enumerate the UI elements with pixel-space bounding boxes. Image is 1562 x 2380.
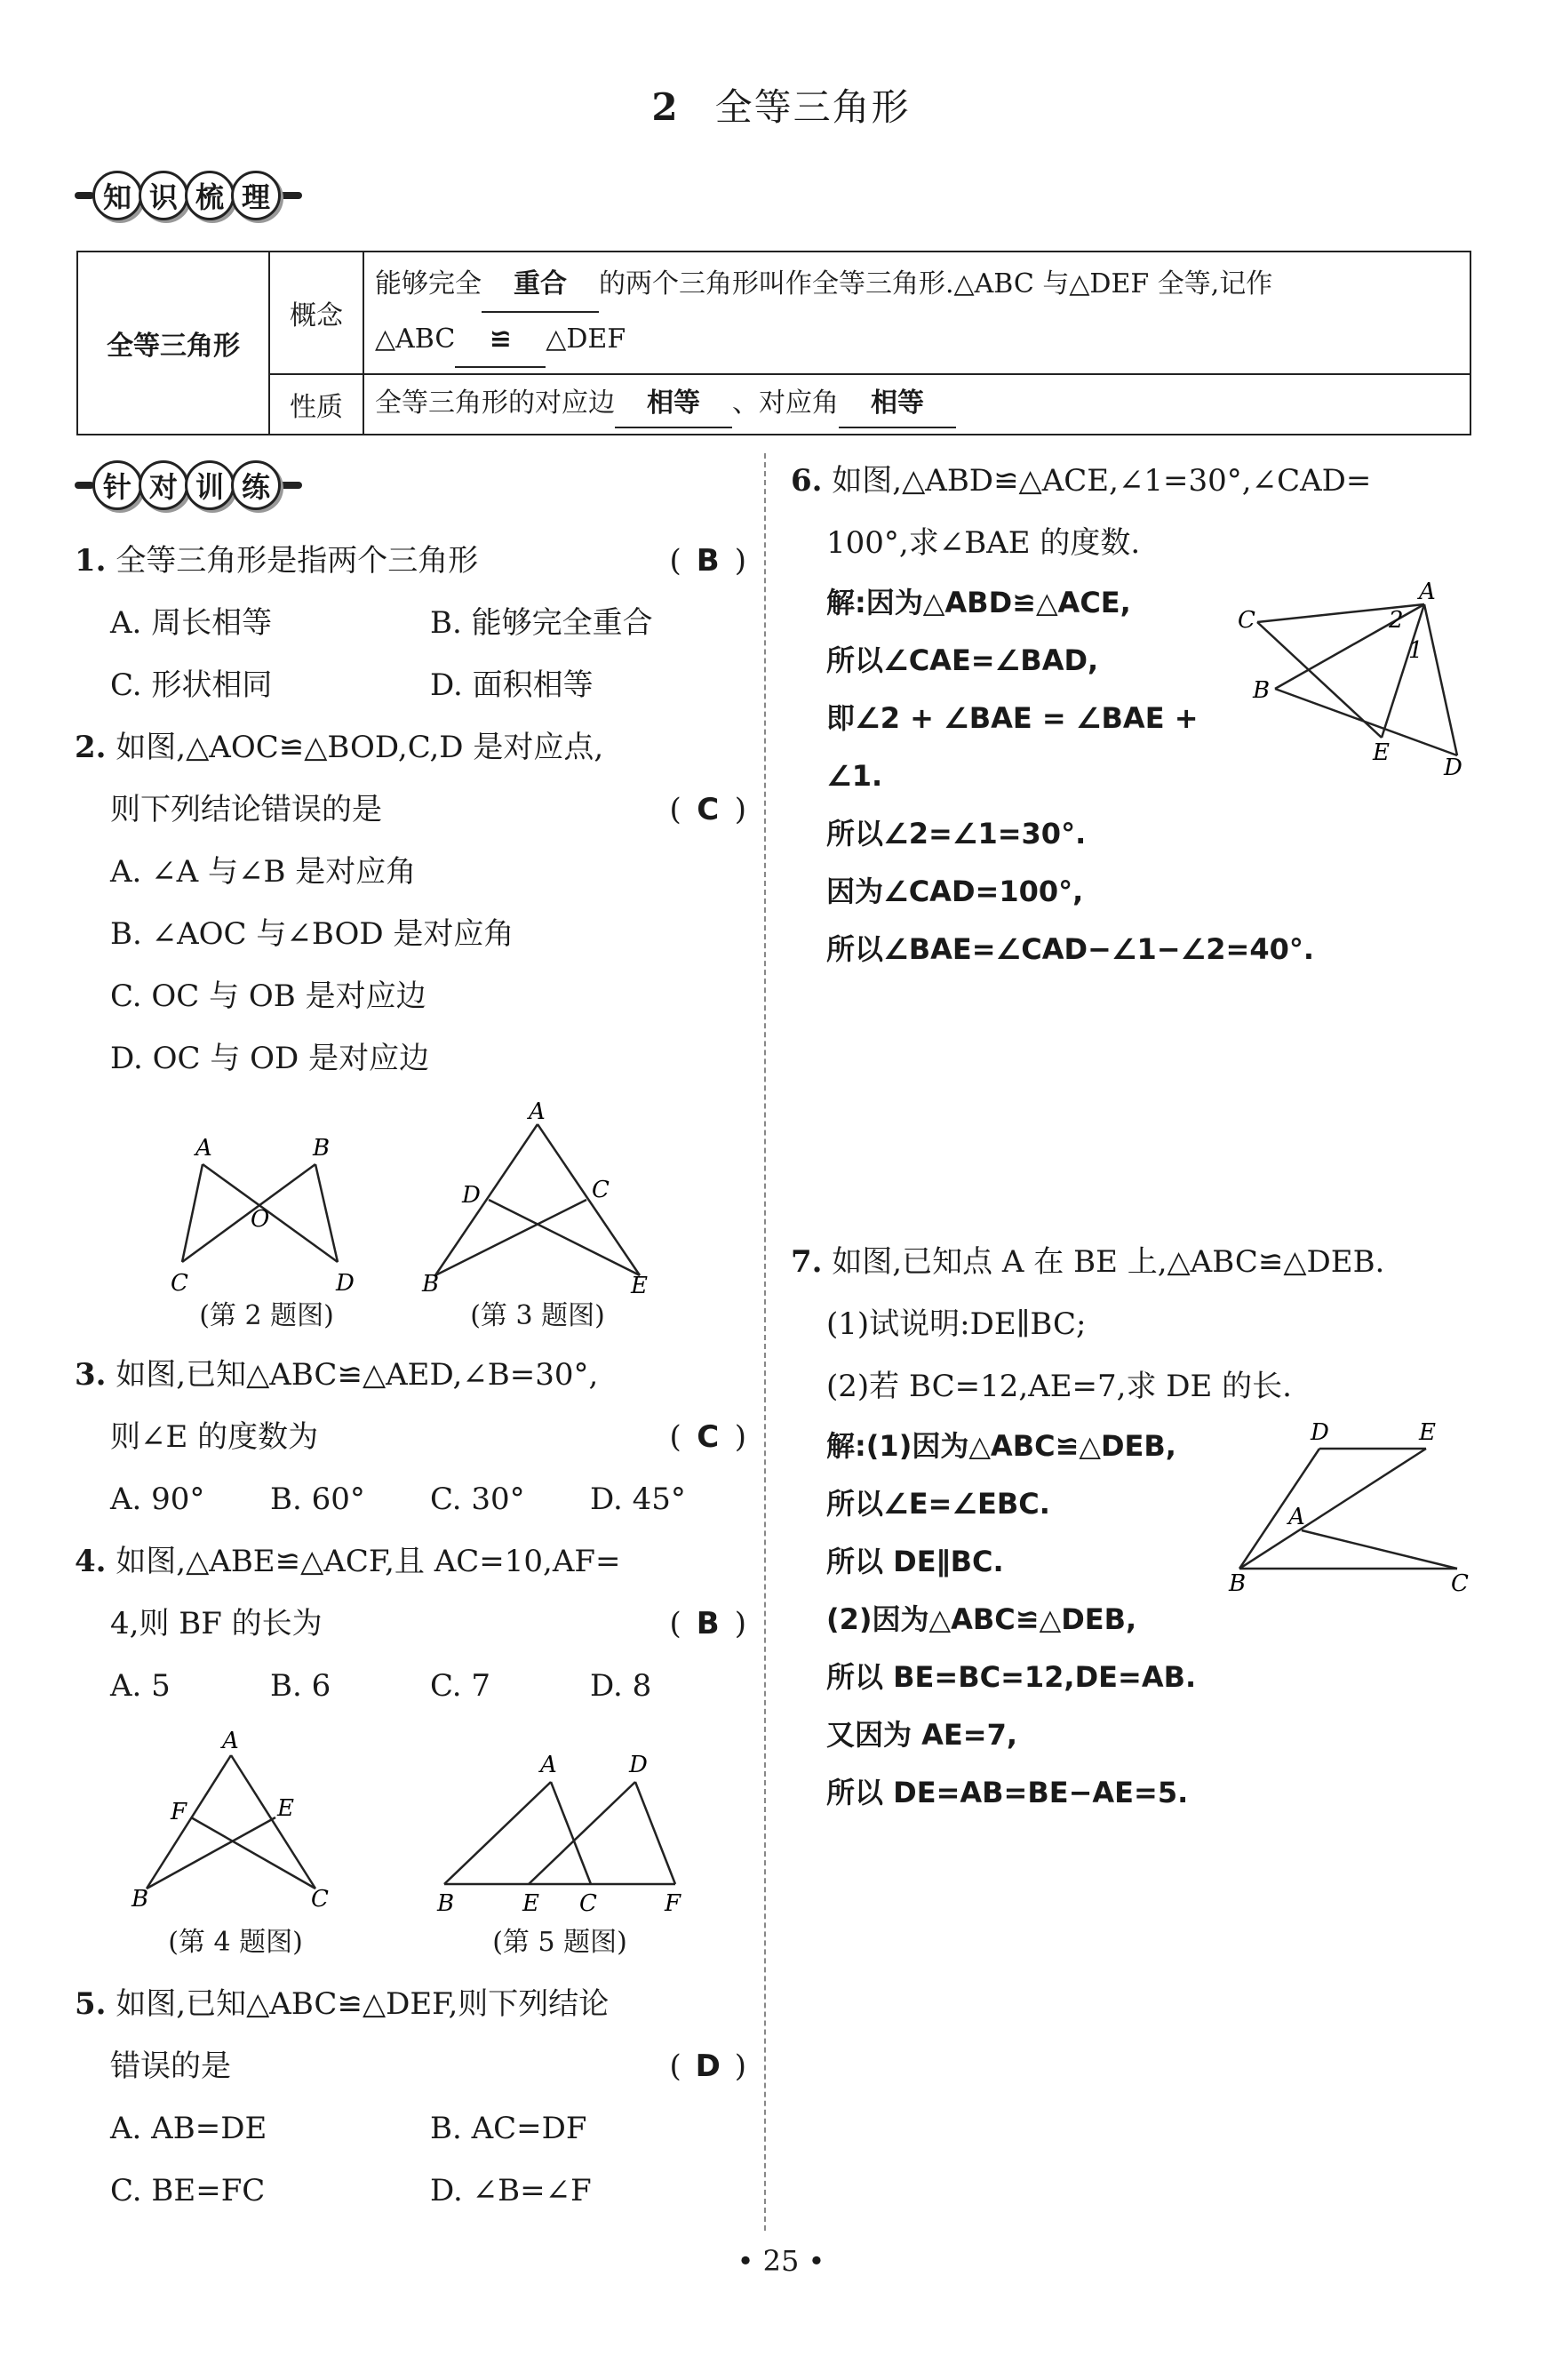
option: D. OC 与 OD 是对应边 (110, 1041, 430, 1076)
fig2-edge (182, 1164, 203, 1262)
option: D. ∠B=∠F (430, 2173, 592, 2208)
q4-options (75, 1655, 746, 1717)
solution-line: 又因为 AE=7, (826, 1718, 1018, 1752)
figure-3-caption: (第 3 题图) (470, 1300, 605, 1331)
fig2-label-c: C (171, 1270, 188, 1297)
option: D. 面积相等 (430, 667, 594, 703)
figure-2-caption: (第 2 题图) (199, 1300, 334, 1331)
fig2-label-d: D (336, 1270, 355, 1297)
option: D. 45° (590, 1482, 686, 1517)
concept-cell (363, 252, 1470, 374)
figure-4-caption: (第 4 题图) (168, 1927, 303, 1958)
page-title (0, 78, 1562, 132)
option: A. AB=DE (110, 2111, 267, 2146)
question-number: 1. (75, 543, 107, 579)
fig7-edge (1239, 1449, 1319, 1569)
q2-options (75, 841, 746, 1090)
fig3-label-d: D (462, 1182, 481, 1209)
option: C. 30° (430, 1482, 525, 1517)
figure-5 (426, 1742, 693, 1915)
property-cell (363, 374, 1470, 435)
option: B. 能够完全重合 (430, 605, 653, 641)
fig4-edge (147, 1755, 231, 1889)
fig2-label-o: O (251, 1206, 270, 1233)
question-5 (75, 1973, 746, 2035)
solution-line: 解:(1)因为△ABC≌△DEB, (826, 1429, 1176, 1463)
badge-char: 知 (92, 171, 142, 220)
option: B. ∠AOC 与∠BOD 是对应角 (110, 916, 514, 952)
answer-bracket: ( B ) (669, 1593, 746, 1655)
question-4-line2 (75, 1593, 746, 1655)
fig4-edge (231, 1755, 315, 1889)
solution-line: 所以∠CAE=∠BAD, (826, 643, 1099, 677)
fig3-label-e: E (631, 1273, 648, 1298)
left-column-bottom (75, 1973, 746, 2222)
answer-bracket: ( B ) (669, 530, 746, 592)
fig5-edge (529, 1782, 635, 1884)
fig7-label-d: D (1311, 1419, 1329, 1446)
fig7-label-a: A (1288, 1504, 1305, 1530)
fig3-label-c: C (592, 1177, 610, 1203)
fig3-label-a: A (529, 1098, 546, 1125)
solution-line: 所以∠BAE=∠CAD−∠1−∠2=40°. (826, 932, 1315, 966)
option: B. 6 (270, 1668, 331, 1704)
fig4-label-e: E (277, 1795, 294, 1822)
question-stem: 全等三角形是指两个三角形 (116, 543, 479, 579)
fig6-label-b: B (1253, 677, 1271, 704)
review-section-badge (75, 171, 302, 220)
option: C. 7 (430, 1668, 491, 1704)
summary-table (76, 251, 1471, 435)
option: A. 周长相等 (110, 605, 273, 641)
question-stem: 如图,△ABD≌△ACE,∠1=30°,∠CAD= (832, 463, 1372, 499)
question-stem: 如图,已知△ABC≌△DEF,则下列结论 (116, 1986, 610, 2022)
fig4-label-b: B (131, 1886, 149, 1913)
option: A. ∠A 与∠B 是对应角 (110, 854, 417, 890)
option: C. 形状相同 (110, 667, 273, 703)
question-stem: 如图,已知△ABC≌△AED,∠B=30°, (116, 1357, 599, 1393)
left-column-middle (75, 1344, 746, 1717)
question-number: 7. (791, 1244, 823, 1280)
solution-line: 所以 BE=BC=12,DE=AB. (826, 1660, 1197, 1694)
badge-char: 练 (231, 460, 281, 510)
badge-char: 理 (231, 171, 281, 220)
fig6-label-2: 2 (1389, 607, 1404, 634)
fig4-label-a: A (222, 1728, 239, 1754)
concept-line2: △ABC (375, 323, 456, 355)
fig5-edge (635, 1782, 675, 1884)
question-stem: 如图,△AOC≌△BOD,C,D 是对应点, (116, 730, 604, 765)
left-column (75, 530, 746, 1090)
practice-section-badge (75, 460, 302, 510)
concept-text-2: 的两个三角形叫作全等三角形.△ABC 与△DEF 全等,记作 (599, 268, 1273, 299)
question-stem: 错误的是 (110, 2049, 231, 2084)
fig2-label-b: B (313, 1135, 331, 1162)
question-stem: 则∠E 的度数为 (110, 1419, 319, 1455)
answer: C (697, 1419, 720, 1455)
question-2-line2 (75, 779, 746, 841)
answer-bracket: ( C ) (669, 779, 746, 841)
question-number: 5. (75, 1986, 107, 2022)
solution-line: ∠1. (826, 759, 883, 793)
column-divider (764, 453, 766, 2231)
solution-line: 解:因为△ABD≌△ACE, (826, 586, 1131, 619)
answer-bracket: ( C ) (669, 1406, 746, 1468)
fig7-edge (1302, 1530, 1457, 1569)
solution-line: 所以∠2=∠1=30°. (826, 817, 1087, 851)
fig2-label-a: A (195, 1135, 212, 1162)
question-stem: 如图,已知点 A 在 BE 上,△ABC≌△DEB. (832, 1244, 1385, 1280)
question-7-part-2: (2)若 BC=12,AE=7,求 DE 的长. (826, 1369, 1292, 1404)
question-5-line2 (75, 2035, 746, 2097)
fig2-edge (203, 1164, 338, 1262)
fig6-label-1: 1 (1408, 637, 1423, 664)
solution-line: 因为∠CAD=100°, (826, 875, 1084, 908)
solution-line: (2)因为△ABC≌△DEB, (826, 1602, 1137, 1636)
question-6 (791, 450, 1484, 512)
badge-char: 训 (185, 460, 235, 510)
fig6-label-a: A (1419, 579, 1436, 605)
fig5-edge (444, 1782, 551, 1884)
fig6-edge (1275, 689, 1457, 755)
answer: D (695, 2049, 721, 2084)
question-6-line2 (791, 512, 1484, 574)
fig6-label-d: D (1444, 755, 1462, 781)
row-header: 全等三角形 (77, 252, 269, 435)
option: A. 90° (110, 1482, 205, 1517)
figure-4 (124, 1720, 347, 1915)
question-4 (75, 1530, 746, 1593)
figure-5-caption: (第 5 题图) (492, 1927, 627, 1958)
fig5-label-f: F (665, 1890, 681, 1915)
fig3-edge (538, 1124, 640, 1275)
property-blank-2: 相等 (839, 380, 956, 428)
question-number: 6. (791, 463, 823, 499)
fig5-edge (551, 1782, 591, 1884)
q3-options (75, 1468, 746, 1530)
question-number: 3. (75, 1357, 107, 1393)
question-stem: 4,则 BF 的长为 (110, 1606, 323, 1641)
solution-line: 所以∠E=∠EBC. (826, 1487, 1050, 1521)
fig5-label-a: A (540, 1752, 557, 1778)
fig2-edge (182, 1164, 315, 1262)
fig4-label-f: F (171, 1799, 187, 1825)
solution-line: 所以 DE∥BC. (826, 1545, 1004, 1578)
option: A. 5 (110, 1668, 171, 1704)
option: B. AC=DF (430, 2111, 587, 2146)
section-title: 全等三角形 (714, 85, 911, 129)
fig6-edge (1424, 604, 1457, 755)
concept-blank: 重合 (482, 258, 599, 313)
question-7 (791, 1231, 1484, 1293)
concept-line2-end: △DEF (546, 323, 626, 355)
fig6-label-e: E (1373, 739, 1390, 766)
badge-char: 对 (139, 460, 188, 510)
fig7-label-e: E (1419, 1419, 1436, 1446)
fig3-label-b: B (422, 1271, 440, 1298)
property-text-2: 、对应角 (732, 387, 839, 419)
answer: C (697, 792, 720, 827)
badge-char: 针 (92, 460, 142, 510)
q5-options (75, 2097, 746, 2222)
property-blank-1: 相等 (615, 380, 732, 428)
section-number: 2 (651, 85, 680, 129)
property-text: 全等三角形的对应边 (375, 387, 615, 419)
question-stem: 100°,求∠BAE 的度数. (826, 525, 1141, 561)
fig6-label-c: C (1238, 607, 1255, 634)
question-7-part-1: (1)试说明:DE∥BC; (826, 1306, 1087, 1342)
figure-6 (1231, 578, 1470, 782)
question-3 (75, 1344, 746, 1406)
fig4-label-c: C (311, 1886, 329, 1913)
page-number: • 25 • (737, 2244, 825, 2278)
figure-7 (1222, 1413, 1479, 1600)
fig5-label-c: C (579, 1890, 597, 1915)
solution-line: 即∠2 + ∠BAE = ∠BAE + (826, 701, 1199, 735)
option: B. 60° (270, 1482, 365, 1517)
fig3-edge (435, 1124, 538, 1275)
question-stem: 则下列结论错误的是 (110, 792, 382, 827)
option: C. OC 与 OB 是对应边 (110, 978, 426, 1014)
solution-line: 所以 DE=AB=BE−AE=5. (826, 1776, 1189, 1809)
congruent-blank: ≌ (455, 313, 546, 368)
badge-char: 梳 (185, 171, 235, 220)
fig7-label-c: C (1451, 1570, 1469, 1597)
question-1 (75, 530, 746, 592)
question-stem: 如图,△ABE≌△ACF,且 AC=10,AF= (116, 1544, 621, 1579)
fig7-edge (1239, 1449, 1426, 1569)
option: C. BE=FC (110, 2173, 266, 2208)
badge-char: 识 (139, 171, 188, 220)
question-number: 2. (75, 730, 107, 765)
property-label: 性质 (269, 374, 363, 435)
figure-3 (418, 1098, 657, 1298)
figure-2 (151, 1120, 382, 1298)
option: D. 8 (590, 1668, 652, 1704)
question-2 (75, 716, 746, 779)
fig5-label-e: E (522, 1890, 539, 1915)
question-3-line2 (75, 1406, 746, 1468)
fig7-label-b: B (1229, 1570, 1247, 1597)
concept-text: 能够完全 (375, 268, 482, 299)
question-number: 4. (75, 1544, 107, 1579)
concept-label: 概念 (269, 252, 363, 374)
answer: B (696, 543, 720, 579)
fig5-label-b: B (437, 1890, 455, 1915)
q1-options (75, 592, 746, 716)
answer: B (696, 1606, 720, 1641)
answer-bracket: ( D ) (669, 2035, 746, 2097)
fig5-label-d: D (629, 1752, 648, 1778)
